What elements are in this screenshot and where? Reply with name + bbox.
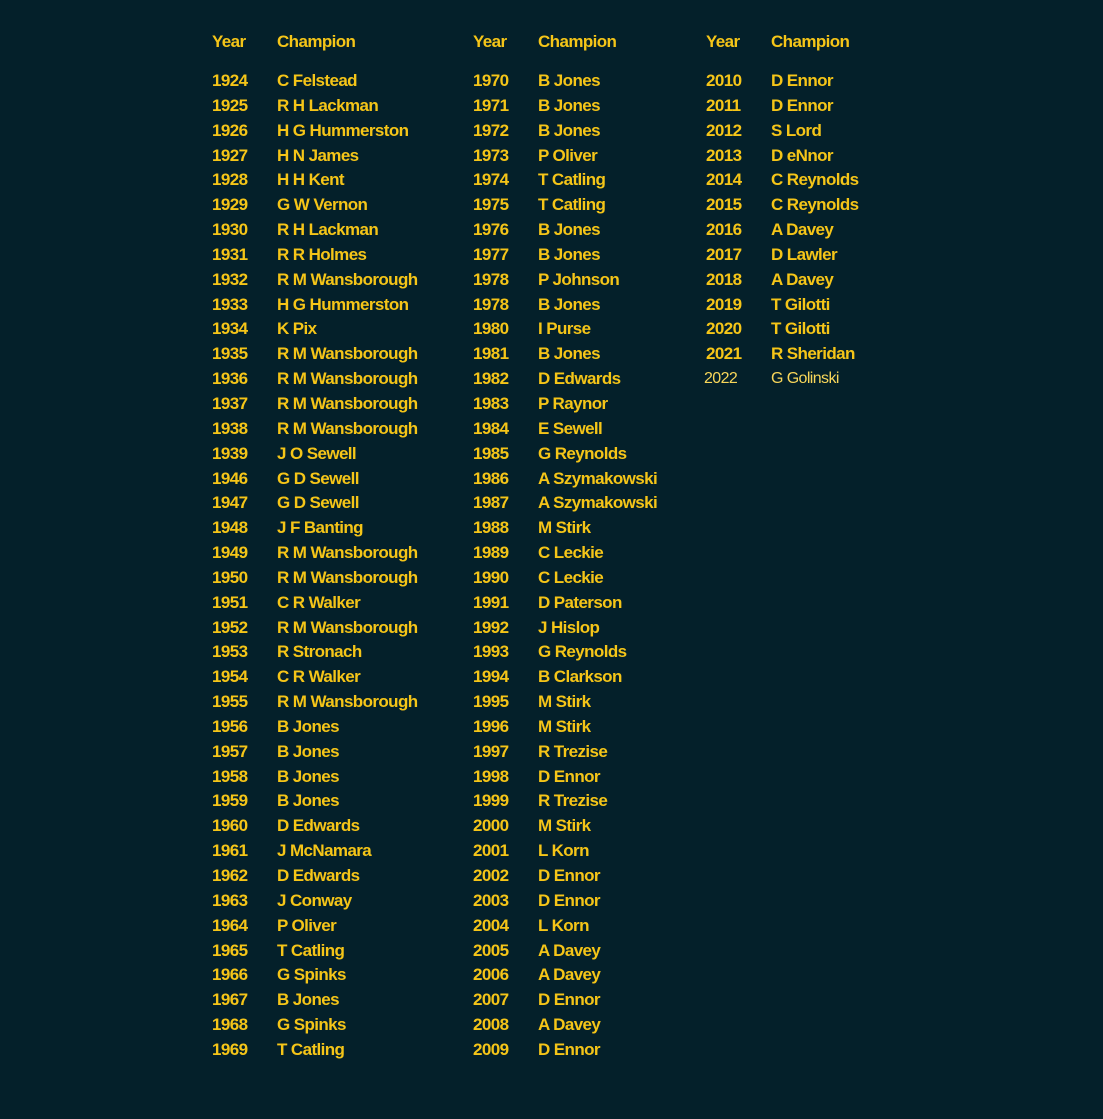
year-cell: 2009 xyxy=(473,1039,509,1059)
table-row xyxy=(706,144,859,169)
champion-header: Champion xyxy=(538,32,617,51)
table-row xyxy=(212,789,418,814)
year-cell: 1984 xyxy=(473,418,509,438)
year-cell: 2021 xyxy=(706,344,742,364)
header-row xyxy=(473,30,657,54)
year-cell: 1954 xyxy=(212,667,248,687)
table-row xyxy=(706,243,859,268)
year-cell: 1925 xyxy=(212,95,248,115)
table-row xyxy=(473,715,657,740)
table-row xyxy=(473,392,657,417)
champion-cell: B Clarkson xyxy=(538,667,622,687)
year-cell: 1948 xyxy=(212,518,248,538)
table-row xyxy=(212,566,418,591)
champion-cell: A Szymakowski xyxy=(538,493,658,513)
table-row xyxy=(706,317,859,342)
year-cell: 1992 xyxy=(473,617,509,637)
table-row xyxy=(473,864,657,889)
year-cell: 1995 xyxy=(473,692,509,712)
champion-cell: J O Sewell xyxy=(277,443,357,463)
year-cell: 1983 xyxy=(473,393,509,413)
champion-cell: B Jones xyxy=(538,120,600,140)
champion-cell: B Jones xyxy=(277,766,339,786)
year-cell: 1972 xyxy=(473,120,509,140)
champion-cell: R M Wansborough xyxy=(277,567,418,587)
champion-cell: B Jones xyxy=(538,244,600,264)
champion-cell: D Paterson xyxy=(538,592,622,612)
table-row xyxy=(473,541,657,566)
table-row xyxy=(473,665,657,690)
champion-cell: D Edwards xyxy=(277,866,360,885)
year-cell: 2007 xyxy=(473,990,509,1010)
champion-header: Champion xyxy=(771,32,850,51)
champion-cell: L Korn xyxy=(538,841,589,861)
champion-cell: S Lord xyxy=(771,120,822,140)
year-cell: 2019 xyxy=(706,294,742,314)
champion-cell: D Ennor xyxy=(538,866,600,885)
champion-cell: H G Hummerston xyxy=(277,294,409,314)
table-row xyxy=(473,144,657,169)
champion-cell: A Szymakowski xyxy=(538,468,658,488)
champion-cell: B Jones xyxy=(538,344,600,364)
year-cell: 1976 xyxy=(473,220,509,240)
table-row xyxy=(473,243,657,268)
champion-cell: B Jones xyxy=(538,95,600,115)
champion-cell: G W Vernon xyxy=(277,195,368,215)
year-cell: 2004 xyxy=(473,915,509,935)
year-cell: 1955 xyxy=(212,692,248,712)
year-cell: 1931 xyxy=(212,244,248,264)
table-row xyxy=(212,168,418,193)
year-cell: 1971 xyxy=(473,95,509,115)
champion-cell: P Johnson xyxy=(538,269,620,289)
champion-cell: M Stirk xyxy=(538,816,591,836)
table-row xyxy=(212,1013,418,1038)
year-cell: 1973 xyxy=(473,145,509,165)
table-row xyxy=(473,1038,657,1063)
year-cell: 1993 xyxy=(473,642,509,662)
table-row xyxy=(473,566,657,591)
year-cell: 1962 xyxy=(212,866,248,885)
year-cell: 1966 xyxy=(212,965,248,985)
year-cell: 1999 xyxy=(473,791,509,811)
year-cell: 1951 xyxy=(212,592,248,612)
table-row xyxy=(473,218,657,243)
year-cell: 2022 xyxy=(704,370,738,388)
table-row xyxy=(473,317,657,342)
champion-cell: G Reynolds xyxy=(538,443,627,463)
table-row xyxy=(473,765,657,790)
year-cell: 2016 xyxy=(706,220,742,240)
champion-cell: M Stirk xyxy=(538,692,591,712)
year-cell: 1974 xyxy=(473,170,509,190)
table-row xyxy=(473,442,657,467)
year-cell: 1975 xyxy=(473,195,509,215)
table-row xyxy=(212,491,418,516)
year-cell: 1950 xyxy=(212,567,248,587)
champion-cell: T Gilotti xyxy=(771,319,830,339)
champion-cell: T Gilotti xyxy=(771,294,830,314)
table-row xyxy=(473,268,657,293)
table-row xyxy=(212,69,418,94)
table-row xyxy=(473,94,657,119)
champion-cell: A Davey xyxy=(771,269,834,289)
table-row xyxy=(212,119,418,144)
header-row xyxy=(706,30,859,54)
table-row xyxy=(212,740,418,765)
champion-cell: R Trezise xyxy=(538,741,608,761)
champion-cell: G D Sewell xyxy=(277,493,359,513)
year-cell: 1924 xyxy=(212,71,248,90)
table-row xyxy=(473,168,657,193)
table-row xyxy=(212,839,418,864)
year-cell: 1961 xyxy=(212,841,248,861)
year-cell: 1988 xyxy=(473,518,509,538)
year-cell: 2000 xyxy=(473,816,509,836)
table-row xyxy=(212,392,418,417)
table-row xyxy=(212,1038,418,1063)
table-row xyxy=(212,814,418,839)
champion-cell: A Davey xyxy=(538,1015,601,1035)
champion-cell: M Stirk xyxy=(538,716,591,736)
table-row xyxy=(473,1013,657,1038)
table-row xyxy=(706,268,859,293)
year-cell: 1997 xyxy=(473,741,509,761)
table-row xyxy=(706,69,859,94)
year-cell: 1932 xyxy=(212,269,248,289)
champion-cell: I Purse xyxy=(538,319,591,339)
year-header: Year xyxy=(706,32,740,51)
year-cell: 1937 xyxy=(212,393,248,413)
table-row xyxy=(473,839,657,864)
table-row xyxy=(473,889,657,914)
year-cell: 1980 xyxy=(473,319,509,339)
champion-cell: B Jones xyxy=(538,294,600,314)
champion-cell: R M Wansborough xyxy=(277,393,418,413)
year-cell: 1987 xyxy=(473,493,509,513)
year-cell: 1977 xyxy=(473,244,509,264)
table-row xyxy=(473,342,657,367)
table-row xyxy=(473,939,657,964)
year-cell: 1934 xyxy=(212,319,248,339)
champion-cell: G Reynolds xyxy=(538,642,627,662)
table-row xyxy=(212,467,418,492)
year-cell: 1968 xyxy=(212,1015,248,1035)
year-cell: 1935 xyxy=(212,344,248,364)
year-cell: 1958 xyxy=(212,766,248,786)
year-cell: 1965 xyxy=(212,940,248,960)
champion-cell: D eNnor xyxy=(771,145,833,165)
champion-cell: R M Wansborough xyxy=(277,418,418,438)
year-cell: 1982 xyxy=(473,369,509,389)
table-row xyxy=(212,914,418,939)
table-row xyxy=(212,442,418,467)
table-row xyxy=(212,864,418,889)
table-row xyxy=(212,94,418,119)
champion-cell: C R Walker xyxy=(277,592,361,612)
year-cell: 1927 xyxy=(212,145,248,165)
table-row xyxy=(212,243,418,268)
year-cell: 1978 xyxy=(473,269,509,289)
champion-cell: D Edwards xyxy=(277,816,360,836)
champion-cell: D Ennor xyxy=(771,71,833,90)
table-row xyxy=(473,293,657,318)
champion-cell: P Oliver xyxy=(538,145,598,165)
table-row xyxy=(212,889,418,914)
table-row xyxy=(212,541,418,566)
year-cell: 1967 xyxy=(212,990,248,1010)
champion-cell: A Davey xyxy=(538,965,601,985)
year-cell: 2010 xyxy=(706,71,742,90)
champion-cell: D Ennor xyxy=(771,95,833,115)
table-row xyxy=(212,144,418,169)
table-row xyxy=(212,218,418,243)
champion-cell: R M Wansborough xyxy=(277,543,418,563)
champion-cell: J F Banting xyxy=(277,518,363,538)
year-cell: 1986 xyxy=(473,468,509,488)
year-cell: 1960 xyxy=(212,816,248,836)
table-row xyxy=(212,317,418,342)
year-cell: 1989 xyxy=(473,543,509,563)
table-row xyxy=(212,963,418,988)
champion-cell: R R Holmes xyxy=(277,244,367,264)
champion-cell: D Edwards xyxy=(538,369,621,389)
year-cell: 2017 xyxy=(706,244,742,264)
year-cell: 1963 xyxy=(212,890,248,910)
table-row xyxy=(212,516,418,541)
champion-cell: T Catling xyxy=(538,195,606,215)
champion-cell: R M Wansborough xyxy=(277,692,418,712)
year-cell: 1939 xyxy=(212,443,248,463)
champion-cell: B Jones xyxy=(277,990,339,1010)
champion-cell: T Catling xyxy=(277,940,345,960)
table-row xyxy=(706,293,859,318)
table-row xyxy=(473,963,657,988)
champion-cell: L Korn xyxy=(538,915,589,935)
champion-cell: C R Walker xyxy=(277,667,361,687)
table-row xyxy=(212,690,418,715)
champion-cell: R H Lackman xyxy=(277,220,379,240)
year-cell: 2003 xyxy=(473,890,509,910)
year-cell: 1926 xyxy=(212,120,248,140)
champion-cell: T Catling xyxy=(538,170,606,190)
table-row xyxy=(473,814,657,839)
year-cell: 1996 xyxy=(473,716,509,736)
table-row xyxy=(473,491,657,516)
table-row xyxy=(473,789,657,814)
year-cell: 1938 xyxy=(212,418,248,438)
table-row xyxy=(473,914,657,939)
champion-cell: G Spinks xyxy=(277,965,346,985)
table-row xyxy=(473,516,657,541)
year-cell: 1936 xyxy=(212,369,248,389)
year-cell: 2011 xyxy=(706,95,741,115)
table-row xyxy=(473,467,657,492)
champion-cell: H H Kent xyxy=(277,170,344,190)
year-cell: 1956 xyxy=(212,716,248,736)
table-row xyxy=(706,168,859,193)
year-cell: 1969 xyxy=(212,1039,248,1059)
champion-cell: B Jones xyxy=(538,220,600,240)
year-cell: 2020 xyxy=(706,319,742,339)
champion-cell: R Sheridan xyxy=(771,344,855,364)
champion-cell: P Oliver xyxy=(277,915,337,935)
year-cell: 1947 xyxy=(212,493,248,513)
champion-cell: R M Wansborough xyxy=(277,269,418,289)
champion-cell: D Ennor xyxy=(538,890,600,910)
table-row xyxy=(212,988,418,1013)
year-cell: 1928 xyxy=(212,170,248,190)
champion-cell: J Hislop xyxy=(538,617,600,637)
table-row xyxy=(212,616,418,641)
champion-cell: B Jones xyxy=(538,71,600,90)
table-row xyxy=(473,367,657,392)
year-cell: 1953 xyxy=(212,642,248,662)
year-cell: 1946 xyxy=(212,468,248,488)
table-row xyxy=(212,417,418,442)
year-cell: 1994 xyxy=(473,667,509,687)
champion-cell: C Leckie xyxy=(538,567,604,587)
year-cell: 2015 xyxy=(706,195,742,215)
year-cell: 1998 xyxy=(473,766,509,786)
champion-cell: B Jones xyxy=(277,791,339,811)
year-cell: 2005 xyxy=(473,940,509,960)
year-cell: 2006 xyxy=(473,965,509,985)
year-cell: 1930 xyxy=(212,220,248,240)
champion-cell: C Reynolds xyxy=(771,170,859,190)
table-row xyxy=(706,193,859,218)
table-row xyxy=(473,690,657,715)
champion-cell: B Jones xyxy=(277,716,339,736)
year-cell: 1991 xyxy=(473,592,509,612)
table-row xyxy=(212,715,418,740)
champion-cell: R M Wansborough xyxy=(277,369,418,389)
champions-column-3 xyxy=(706,30,859,392)
champion-cell: R H Lackman xyxy=(277,95,379,115)
champion-cell: D Ennor xyxy=(538,990,600,1010)
year-cell: 1933 xyxy=(212,294,248,314)
year-cell: 1952 xyxy=(212,617,248,637)
champion-cell: M Stirk xyxy=(538,518,591,538)
year-cell: 1949 xyxy=(212,543,248,563)
table-row xyxy=(473,591,657,616)
year-cell: 2013 xyxy=(706,145,742,165)
champion-cell: B Jones xyxy=(277,741,339,761)
table-row xyxy=(473,740,657,765)
year-cell: 2002 xyxy=(473,866,509,885)
champion-cell: D Ennor xyxy=(538,1039,600,1059)
table-row xyxy=(473,119,657,144)
year-cell: 2018 xyxy=(706,269,742,289)
year-cell: 1929 xyxy=(212,195,248,215)
champion-cell: R Trezise xyxy=(538,791,608,811)
champion-cell: C Reynolds xyxy=(771,195,859,215)
champion-cell: G Spinks xyxy=(277,1015,346,1035)
table-row xyxy=(212,293,418,318)
table-row xyxy=(212,342,418,367)
table-row xyxy=(212,193,418,218)
table-row xyxy=(212,640,418,665)
champion-cell: C Leckie xyxy=(538,543,604,563)
table-row xyxy=(473,69,657,94)
year-cell: 1964 xyxy=(212,915,248,935)
champion-cell: A Davey xyxy=(538,940,601,960)
champion-cell: T Catling xyxy=(277,1039,345,1059)
champion-cell: H N James xyxy=(277,145,359,165)
table-row xyxy=(706,342,859,367)
year-header: Year xyxy=(473,32,507,51)
table-row xyxy=(212,591,418,616)
champion-cell: R M Wansborough xyxy=(277,617,418,637)
table-row xyxy=(212,665,418,690)
champion-cell: J Conway xyxy=(277,890,352,910)
table-row xyxy=(473,193,657,218)
table-row xyxy=(706,119,859,144)
champion-cell: P Raynor xyxy=(538,393,608,413)
table-row xyxy=(473,616,657,641)
champion-cell: R Stronach xyxy=(277,642,362,662)
table-row xyxy=(706,218,859,243)
year-cell: 1985 xyxy=(473,443,509,463)
champion-cell: R M Wansborough xyxy=(277,344,418,364)
year-cell: 2008 xyxy=(473,1015,509,1035)
champion-cell: D Lawler xyxy=(771,244,838,264)
year-cell: 2014 xyxy=(706,170,742,190)
year-cell: 1981 xyxy=(473,344,509,364)
table-row xyxy=(212,367,418,392)
year-header: Year xyxy=(212,32,246,51)
champions-column-1 xyxy=(212,30,418,1063)
table-row xyxy=(212,765,418,790)
year-cell: 1957 xyxy=(212,741,248,761)
champion-cell: K Pix xyxy=(277,319,317,339)
champion-cell: H G Hummerston xyxy=(277,120,409,140)
champion-cell: C Felstead xyxy=(277,71,357,90)
year-cell: 2012 xyxy=(706,120,742,140)
header-row xyxy=(212,30,418,54)
table-row xyxy=(706,367,859,392)
table-row xyxy=(706,94,859,119)
champion-cell: G D Sewell xyxy=(277,468,359,488)
table-row xyxy=(473,640,657,665)
year-cell: 1978 xyxy=(473,294,509,314)
champions-column-2 xyxy=(473,30,657,1063)
year-cell: 1970 xyxy=(473,71,509,90)
champion-header: Champion xyxy=(277,32,356,51)
champion-cell: A Davey xyxy=(771,220,834,240)
champion-cell: D Ennor xyxy=(538,766,600,786)
year-cell: 1990 xyxy=(473,567,509,587)
year-cell: 2001 xyxy=(473,841,509,861)
year-cell: 1959 xyxy=(212,791,248,811)
champion-cell: J McNamara xyxy=(277,841,372,861)
table-row xyxy=(473,988,657,1013)
champion-cell: G Golinski xyxy=(771,370,839,388)
champion-cell: E Sewell xyxy=(538,418,603,438)
table-row xyxy=(473,417,657,442)
table-row xyxy=(212,939,418,964)
table-row xyxy=(212,268,418,293)
